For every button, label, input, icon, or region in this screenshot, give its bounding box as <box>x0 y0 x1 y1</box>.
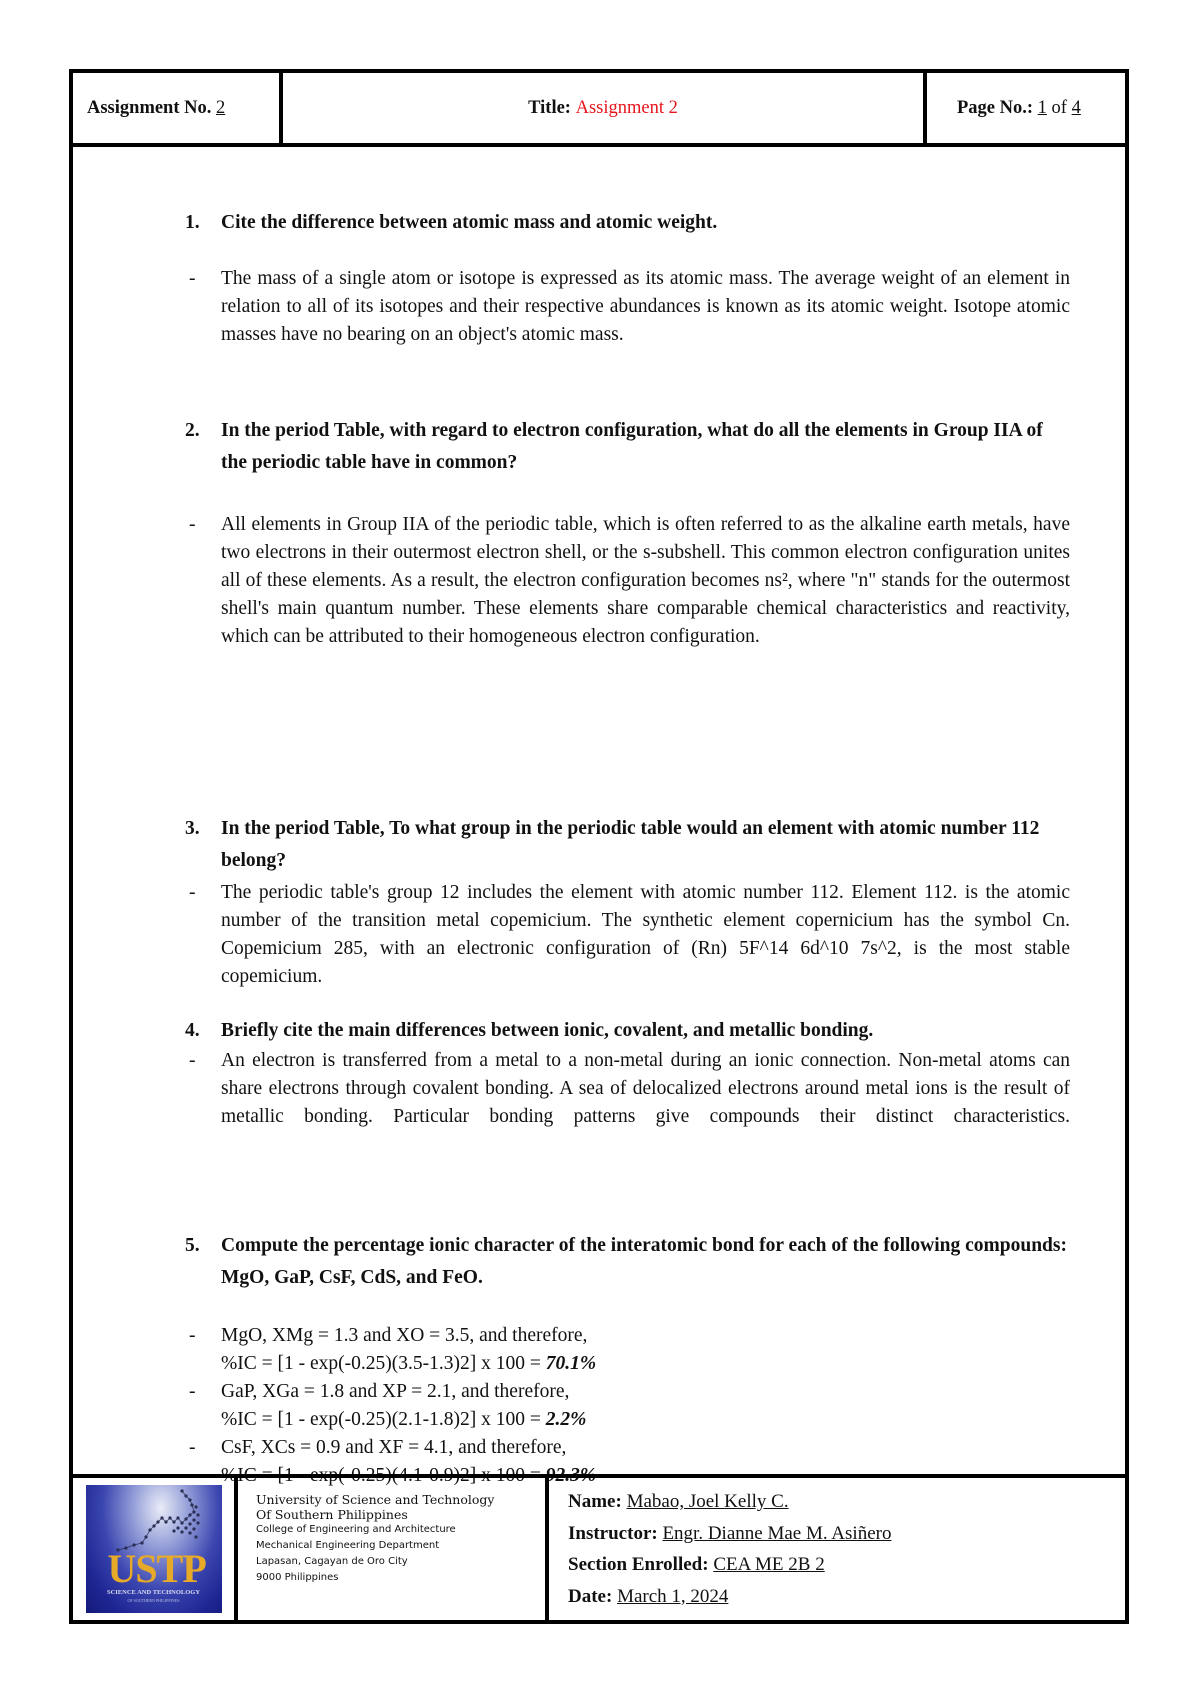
name-value: Mabao, Joel Kelly C. <box>626 1491 789 1512</box>
page-footer <box>73 1474 1125 1620</box>
calculation-result: 2.2% <box>545 1409 587 1430</box>
question-number: 1. <box>185 212 200 233</box>
assignment-label: Assignment No. <box>87 97 212 118</box>
assignment-number-cell <box>73 73 283 143</box>
page-number-cell <box>927 73 1125 143</box>
department-name: Mechanical Engineering Department <box>256 1540 440 1551</box>
page-current: 1 <box>1037 97 1047 118</box>
question-heading <box>185 415 1070 479</box>
question-heading <box>185 1230 1070 1294</box>
date-value: March 1, 2024 <box>617 1585 729 1607</box>
university-name-line2: Of Southern Philippines <box>256 1507 408 1522</box>
date-label: Date: <box>568 1585 613 1607</box>
answer-item <box>185 1047 1070 1131</box>
answer-text: The mass of a single atom or isotope is expressed as its atomic mass. The average weight of an element in relation to all of its isotopes and their respective abundances is known as its atomic weight. Isotope atomic masses have no bearing on an object's atomic mass. <box>221 268 1070 345</box>
instructor-label: Instructor: <box>568 1522 658 1544</box>
question-text: Cite the difference between atomic mass and atomic weight. <box>221 212 718 233</box>
title-cell <box>283 73 927 143</box>
answer-text: An electron is transferred from a metal to a non-metal during an ionic connection. Non-metal atoms can share electrons through covalent bonding. A sea of delocalized electrons around metal ions is the result of metallic bonding. Particular bonding patterns give compounds their distinct characteristics. <box>221 1050 1070 1127</box>
question-number: 3. <box>185 818 200 839</box>
bullet-dash: - <box>189 1050 196 1071</box>
question-3-block <box>185 813 1070 991</box>
assignment-number: 2 <box>216 97 226 118</box>
calculation-item <box>185 1322 1070 1378</box>
title-value: Assignment 2 <box>575 97 678 118</box>
instructor-value: Engr. Dianne Mae M. Asiñero <box>662 1522 892 1544</box>
calculation-result: 92.3% <box>545 1465 597 1486</box>
student-info-cell <box>549 1478 1125 1620</box>
bullet-dash: - <box>189 1437 196 1458</box>
calculation-item <box>185 1378 1070 1434</box>
question-text: In the period Table, with regard to electron configuration, what do all the elements in Group IIA of the periodic table have in common? <box>221 420 1043 473</box>
calculation-text <box>221 1322 1070 1378</box>
answer-text: The periodic table's group 12 includes the element with atomic number 112. Element 112. is the atomic number of the transition metal copemicium. The synthetic element copernicium has the symbol Cn. Copemicium 285, with an electronic configuration of (Rn) 5F^14 6d^10 7s^2, is the most stable copemicium. <box>221 882 1070 987</box>
bullet-dash: - <box>189 514 196 535</box>
question-text: Briefly cite the main differences between ionic, covalent, and metallic bonding. <box>221 1020 874 1041</box>
university-info-cell <box>238 1478 549 1620</box>
logo-subtitle: SCIENCE AND TECHNOLOGY <box>106 1589 201 1596</box>
calculation-formula: %IC = [1 - exp(-0.25)(3.5-1.3)2] x 100 = <box>221 1353 546 1374</box>
college-name: College of Engineering and Architecture <box>256 1524 456 1535</box>
ustp-logo <box>86 1485 222 1613</box>
question-heading <box>185 207 1070 239</box>
section-label: Section Enrolled: <box>568 1554 709 1575</box>
postal-line: 9000 Philippines <box>256 1572 339 1583</box>
document-body <box>73 147 1125 1486</box>
question-1-block <box>185 207 1070 349</box>
question-text: In the period Table, To what group in the periodic table would an element with atomic number 112 belong? <box>221 818 1040 871</box>
calculation-formula: %IC = [1 - exp(-0.25)(4.1-0.9)2] x 100 = <box>221 1465 546 1486</box>
bullet-dash: - <box>189 1325 196 1346</box>
date-row <box>568 1581 1125 1613</box>
question-5-block <box>185 1230 1070 1490</box>
bullet-dash: - <box>189 882 196 903</box>
calculation-formula: %IC = [1 - exp(-0.25)(2.1-1.8)2] x 100 = <box>221 1409 546 1430</box>
question-4-block <box>185 1015 1070 1131</box>
page-of: of <box>1051 97 1067 118</box>
logo-cell <box>73 1478 238 1620</box>
answer-item <box>185 511 1070 651</box>
question-text: Compute the percentage ionic character of the interatomic bond for each of the following compounds: MgO, GaP, CsF, CdS, and FeO. <box>221 1235 1067 1288</box>
section-value: CEA ME 2B 2 <box>713 1554 825 1575</box>
student-name-row <box>568 1486 1125 1518</box>
instructor-row <box>568 1518 1125 1550</box>
section-row <box>568 1549 1125 1581</box>
bullet-dash: - <box>189 1381 196 1402</box>
calculation-given: MgO, XMg = 1.3 and XO = 3.5, and therefore, <box>221 1325 588 1346</box>
answer-item <box>185 879 1070 991</box>
page-label: Page No.: <box>957 97 1034 118</box>
answer-text: All elements in Group IIA of the periodic table, which is often referred to as the alkaline earth metals, have two electrons in their outermost electron shell, or the s-subshell. This common electron configuration unites all of these elements. As a result, the electron configuration becomes ns², where "n" stands for the outermost shell's main quantum number. These elements share comparable chemical characteristics and reactivity, which can be attributed to their homogeneous electron configuration. <box>221 514 1070 647</box>
question-heading <box>185 813 1070 877</box>
calculation-given: CsF, XCs = 0.9 and XF = 4.1, and therefore, <box>221 1437 567 1458</box>
answer-item <box>185 265 1070 349</box>
question-heading <box>185 1015 1070 1047</box>
name-label: Name: <box>568 1491 622 1512</box>
logo-mark: USTP <box>107 1546 206 1591</box>
calculation-result: 70.1% <box>545 1353 597 1374</box>
question-2-block <box>185 415 1070 651</box>
page-header <box>73 73 1125 147</box>
question-number: 5. <box>185 1235 200 1256</box>
page-total: 4 <box>1071 97 1081 118</box>
calculation-text <box>221 1378 1070 1434</box>
logo-subtitle-small: OF SOUTHERN PHILIPPINES <box>127 1598 180 1603</box>
assignment-page-frame <box>69 69 1129 1624</box>
university-name-line1: University of Science and Technology <box>256 1492 495 1507</box>
title-label: Title: <box>528 97 571 118</box>
calculation-given: GaP, XGa = 1.8 and XP = 2.1, and therefore, <box>221 1381 570 1402</box>
bullet-dash: - <box>189 268 196 289</box>
address-line: Lapasan, Cagayan de Oro City <box>256 1556 408 1567</box>
question-number: 4. <box>185 1020 200 1041</box>
question-number: 2. <box>185 420 200 441</box>
